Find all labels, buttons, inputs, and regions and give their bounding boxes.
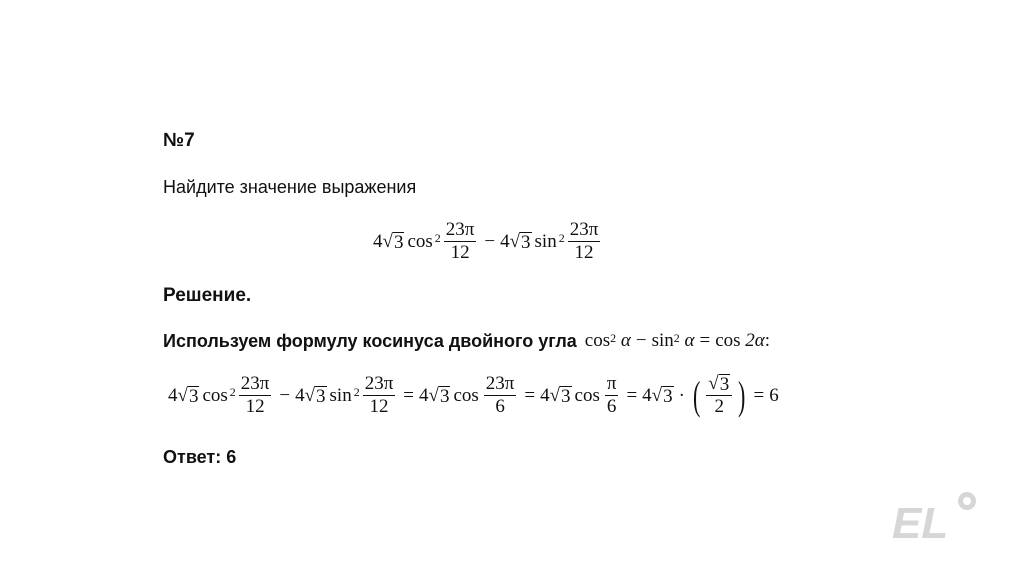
cos-fn: cos: [407, 230, 433, 252]
solution-heading: Решение.: [163, 285, 252, 306]
el-logo-icon: [890, 488, 982, 544]
fraction: $\frac{23\pi}{12}$: [569, 219, 599, 263]
task-text: Найдите значение выражения: [163, 177, 417, 197]
formula-intro-text: Используем формулу косинуса двойного угла: [163, 330, 577, 351]
sin-fn: sin: [534, 230, 557, 252]
double-angle-formula: cos $^2$ α − sin $^2$ α = cos 2α :: [584, 330, 771, 351]
sqrt-three: √ 3: [382, 230, 404, 253]
result-value: 6: [769, 384, 779, 406]
solution-chain: 4 √ 3 cos $^2$ $\frac{23\pi}{12}$ − 4 √ 3 sin $^2$ $\frac{23\pi}{12}$ = 4 √ 3 cos $\frac{23\pi}{6}$ = 4 √ 3 cos $\frac{\pi}{6}$ = 4 √ 3 · ( √ 3 2 ) = 6: [168, 372, 779, 418]
fraction: $\frac{23\pi}{12}$: [445, 219, 475, 263]
task-expression: 4 √ 3 cos $^2$ $\frac{23\pi}{12}$ − 4 √ 3 sin $^2$ $\frac{23\pi}{12}$: [373, 219, 599, 263]
minus-op: −: [484, 230, 496, 252]
el-logo: [890, 488, 982, 549]
task-number: №7: [163, 130, 195, 151]
formula-intro-line: [163, 330, 770, 352]
answer: Ответ: 6: [163, 447, 237, 467]
svg-text:EL: EL: [892, 499, 949, 544]
coef: 4: [373, 230, 383, 252]
